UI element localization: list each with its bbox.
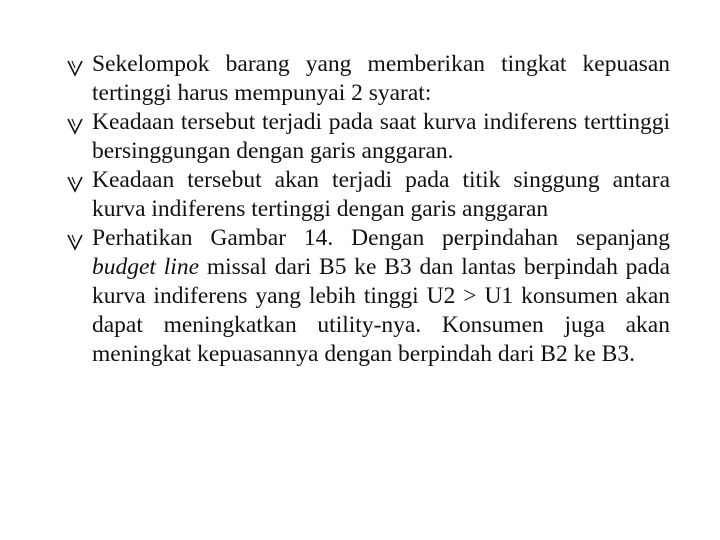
bullet-item-4 [66,224,670,369]
bullet-text: Keadaan tersebut akan terjadi pada titik singgung antara kurva indiferens tertinggi dengan garis anggaran [92,167,670,222]
bullet-text-after: missal dari B5 ke B3 dan lantas berpindah pada kurva indiferens yang lebih tinggi U2 > U1 konsumen akan dapat meningkatkan utility-nya. Konsumen juga akan meningkat kepuasannya dengan berpindah dari B2 ke B3. [92,254,670,367]
bullet-text-before: Perhatikan Gambar 14. Dengan perpindahan sepanjang [92,225,670,251]
bullet-text-italic: budget line [92,254,200,280]
bullet-text: Keadaan tersebut terjadi pada saat kurva indiferens terttinggi bersinggungan dengan garis anggaran. [92,109,670,164]
check-arrow-icon [66,117,84,135]
bullet-list [66,50,670,369]
bullet-item-3 [66,166,670,224]
check-arrow-icon [66,59,84,77]
check-arrow-icon [66,233,84,251]
bullet-item-1 [66,50,670,108]
bullet-item-2 [66,108,670,166]
check-arrow-icon [66,175,84,193]
bullet-text: Sekelompok barang yang memberikan tingkat kepuasan tertinggi harus mempunyai 2 syarat: [92,51,670,106]
